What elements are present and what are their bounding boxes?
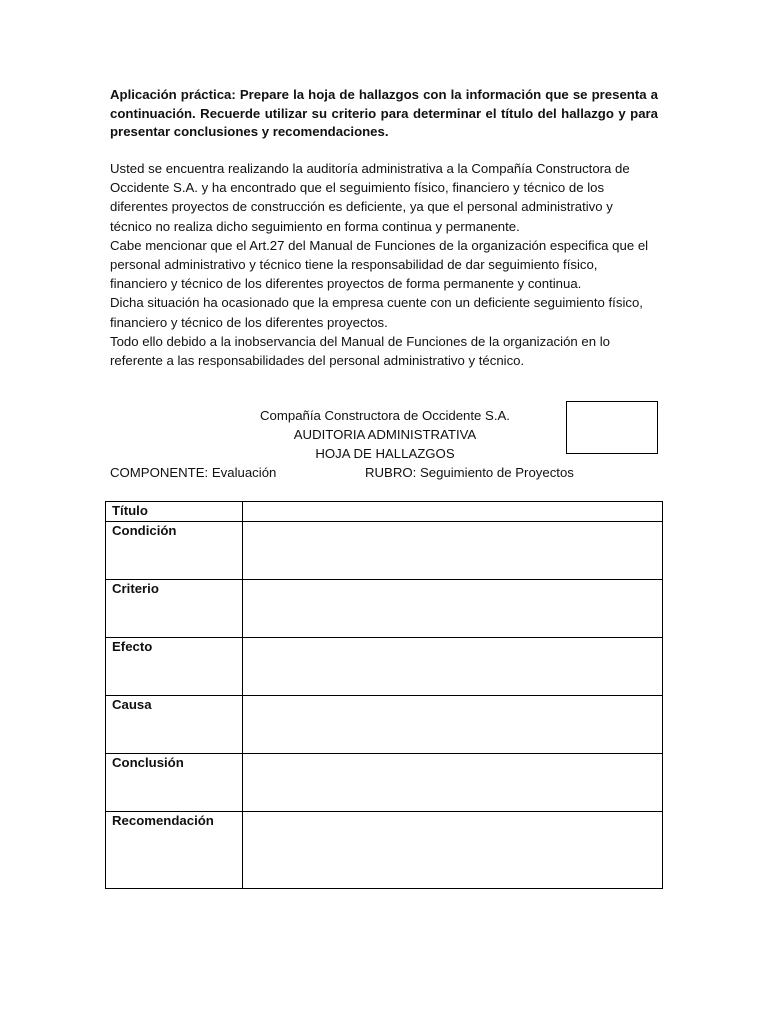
table-row (106, 754, 663, 812)
row-label-conclusion: Conclusión (106, 754, 243, 812)
findings-table (105, 501, 663, 889)
row-label-criterio: Criterio (106, 580, 243, 638)
row-label-recomendacion: Recomendación (106, 812, 243, 889)
table-row (106, 502, 663, 522)
audit-title: AUDITORIA ADMINISTRATIVA (293, 427, 477, 442)
componente-label: COMPONENTE: Evaluación (110, 465, 277, 480)
table-row (106, 638, 663, 696)
case-paragraph-1: Usted se encuentra realizando la auditoría administrativa a la Compañía Constructora de Occidente S.A. y ha encontrado que el seguimiento físico, financiero y técnico de los diferentes proyectos de construcción es deficiente, ya que el personal administrativo y técnico no realiza dicho seguimiento en forma continua y permanente. (110, 161, 630, 234)
cell-recomendacion[interactable] (243, 812, 663, 889)
row-label-causa: Causa (106, 696, 243, 754)
table-row (106, 522, 663, 580)
cell-conclusion[interactable] (243, 754, 663, 812)
rubro-label: RUBRO: Seguimiento de Proyectos (365, 465, 574, 480)
cell-efecto[interactable] (243, 638, 663, 696)
company-name: Compañía Constructora de Occidente S.A. (260, 408, 510, 423)
case-paragraph-2: Cabe mencionar que el Art.27 del Manual de Funciones de la organización especifica que el personal administrativo y técnico tiene la responsabilidad de dar seguimiento físico, financiero y técnico de los diferentes proyectos de forma permanente y continua. (110, 237, 649, 292)
row-label-condicion: Condición (106, 522, 243, 580)
case-paragraph-4: Todo ello debido a la inobservancia del Manual de Funciones de la organización en lo referente a las responsabilidades del personal administrativo y técnico. (110, 333, 610, 369)
cell-condicion[interactable] (243, 522, 663, 580)
case-description (110, 159, 658, 370)
sheet-title: HOJA DE HALLAZGOS (315, 446, 455, 461)
cell-titulo[interactable] (243, 502, 663, 522)
cell-criterio[interactable] (243, 580, 663, 638)
cell-causa[interactable] (243, 696, 663, 754)
case-paragraph-3: Dicha situación ha ocasionado que la empresa cuente con un deficiente seguimiento físico, financiero y técnico de los diferentes proyectos. (110, 295, 643, 330)
table-row (106, 812, 663, 889)
intro-instructions: Aplicación práctica: Prepare la hoja de hallazgos con la información que se presenta a continuación. Recuerde utilizar su criterio para determinar el título del hallazgo y para presentar conclusiones y recomendaciones. (110, 87, 658, 140)
table-row (106, 696, 663, 754)
row-label-titulo: Título (106, 502, 243, 522)
table-row (106, 580, 663, 638)
row-label-efecto: Efecto (106, 638, 243, 696)
component-row (110, 463, 658, 482)
